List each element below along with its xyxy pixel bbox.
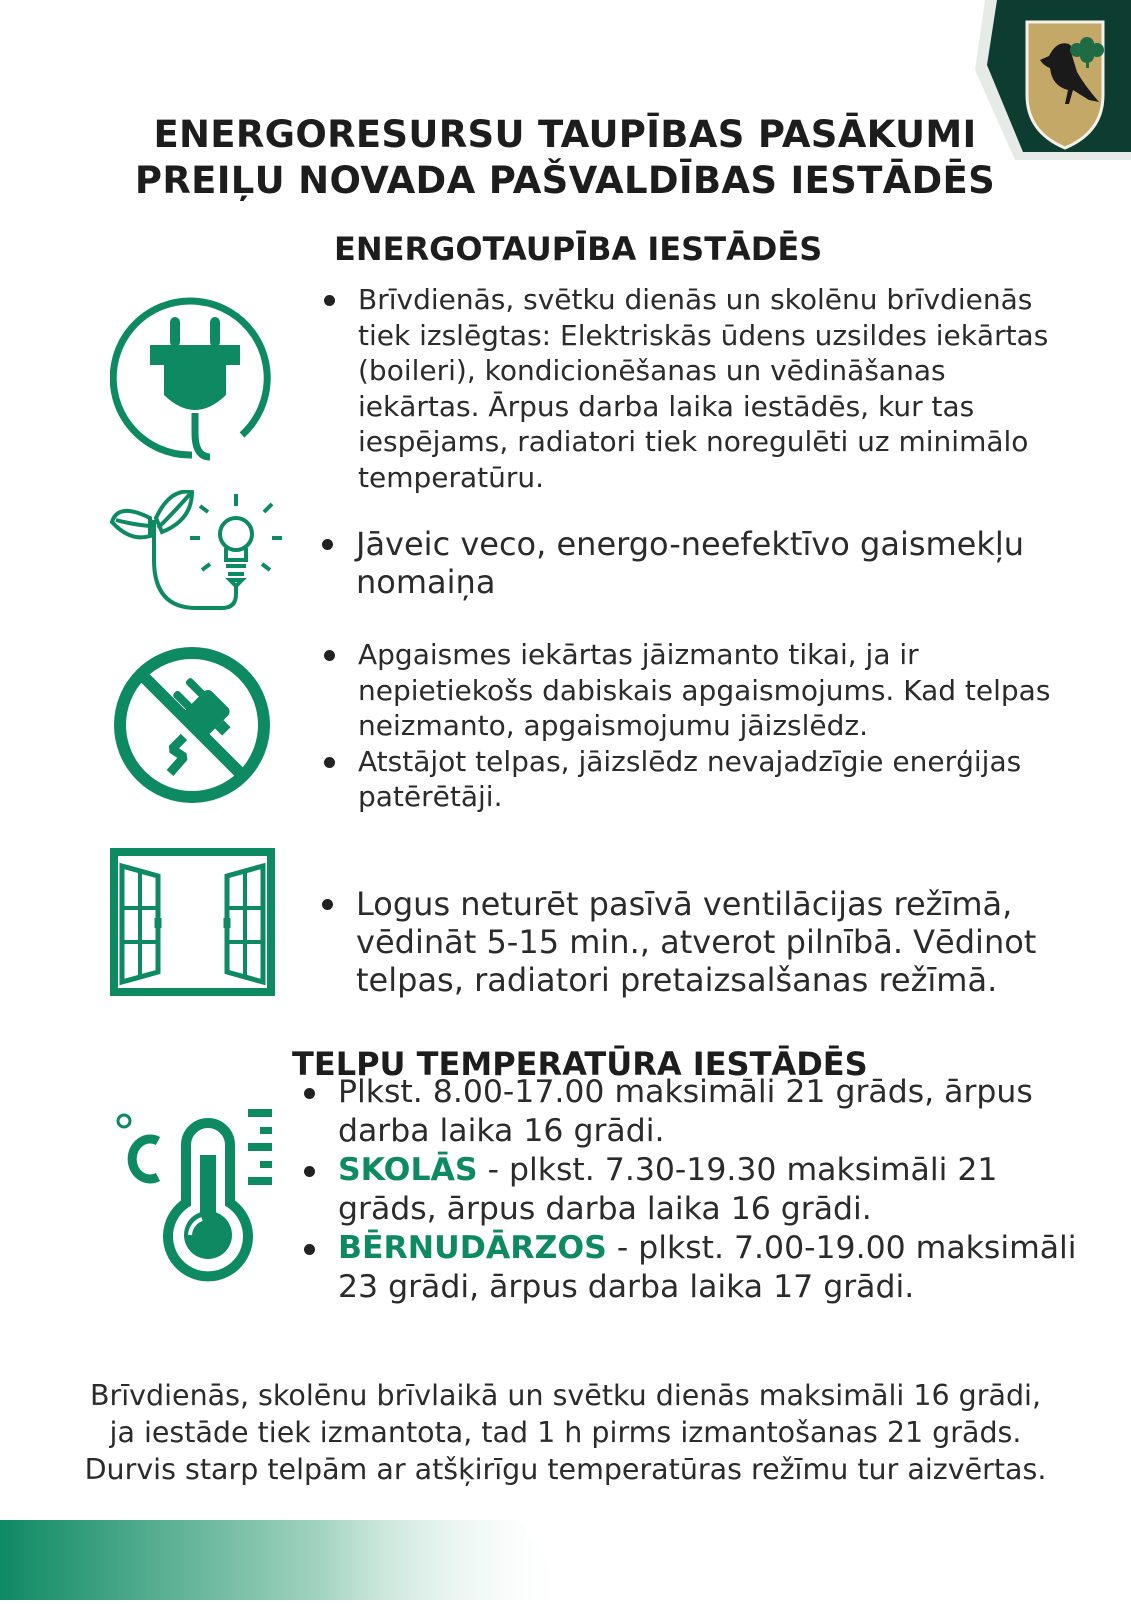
list-item	[300, 1229, 1092, 1307]
plant-bulb-icon	[110, 490, 285, 618]
list-item	[300, 1073, 1092, 1151]
list-item-text: Plkst. 8.00-17.00 maksimāli 21 grāds, ārpus darba laika 16 grādi.	[338, 1074, 1033, 1149]
footer-line-3: Durvis starp telpām ar atšķirīgu temperatūras režīmu tur aizvērtas.	[84, 1453, 1047, 1486]
list-item: Apgaismes iekārtas jāizmanto tikai, ja ir nepietiekošs dabiskais apgaismojums. Kad telpas neizmanto, apgaismojumu jāizslēdz.	[320, 637, 1060, 744]
footer-line-2: ja iestāde tiek izmantota, tad 1 h pirms izmantošanas 21 grāds.	[109, 1416, 1022, 1449]
title-line-1: ENERGORESURSU TAUPĪBAS PASĀKUMI	[153, 113, 977, 156]
temperature-list	[300, 1073, 1092, 1307]
page-title	[60, 112, 1070, 204]
list-item: Logus neturēt pasīvā ventilācijas režīmā, vēdināt 5-15 min., atverot pilnībā. Vēdinot telpas, radiatori pretaizsalšanas režīmā.	[318, 885, 1063, 999]
kindergartens-label: BĒRNUDĀRZOS	[338, 1230, 607, 1266]
energy-list-3	[320, 637, 1060, 815]
energy-list-2	[318, 525, 1058, 601]
section-heading-temperature: TELPU TEMPERATŪRA IESTĀDĒS	[292, 1045, 868, 1083]
energy-list-4	[318, 885, 1063, 999]
footer-note	[20, 1377, 1111, 1488]
plug-circle-icon	[110, 295, 280, 465]
list-item: Atstājot telpas, jāizslēdz nevajadzīgie enerģijas patērētāji.	[320, 744, 1060, 815]
schools-label: SKOLĀS	[338, 1152, 478, 1188]
footer-line-1: Brīvdienās, skolēnu brīvlaikā un svētku dienās maksimāli 16 grādi,	[89, 1379, 1042, 1412]
bottom-gradient-band	[0, 1520, 1131, 1600]
list-item-text: - plkst. 7.00-19.00 maksimāli 23 grādi, ārpus darba laika 17 grādi.	[338, 1230, 1077, 1305]
energy-list-1	[320, 282, 1060, 495]
list-item	[300, 1151, 1092, 1229]
list-item: Jāveic veco, energo-neefektīvo gaismekļu nomaiņa	[318, 525, 1058, 601]
open-window-icon	[110, 848, 275, 996]
list-item-text: - plkst. 7.30-19.30 maksimāli 21 grāds, ārpus darba laika 16 grādi.	[338, 1152, 998, 1227]
thermometer-icon	[112, 1105, 282, 1295]
section-heading-energy: ENERGOTAUPĪBA IESTĀDĒS	[334, 230, 823, 268]
no-plug-icon	[112, 645, 272, 805]
title-line-2: PREIĻU NOVADA PAŠVALDĪBAS IESTĀDĒS	[134, 159, 996, 202]
list-item: Brīvdienās, svētku dienās un skolēnu brīvdienās tiek izslēgtas: Elektriskās ūdens uzsildes iekārtas (boileri), kondicionēšanas un vēdināšanas iekārtas. Ārpus darba laika iestādēs, kur tas iespējams, radiatori tiek noregulēti uz minimālo temperatūru.	[320, 282, 1060, 495]
